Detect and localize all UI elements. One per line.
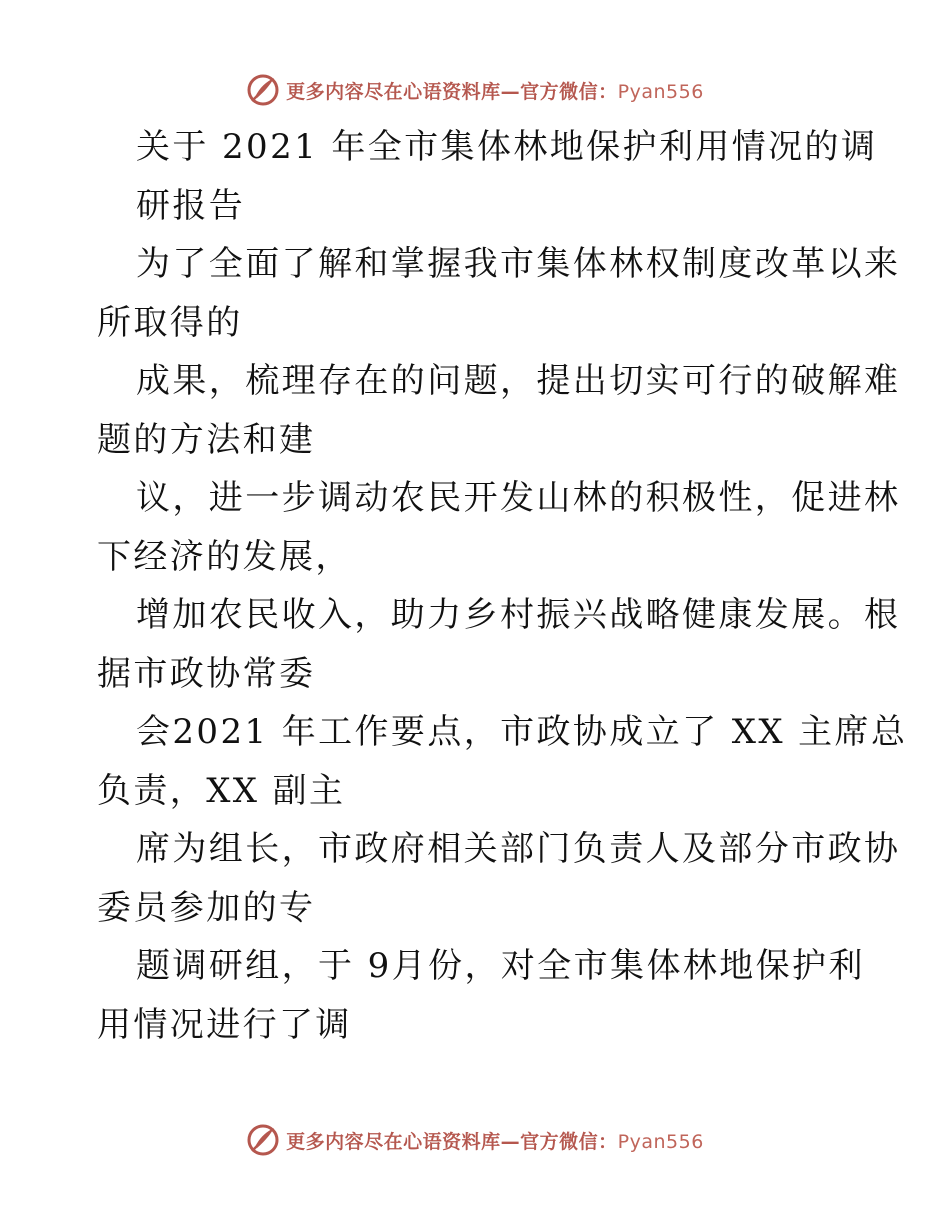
doc-line: 为了全面了解和掌握我市集体林权制度改革以来 [136, 244, 901, 284]
header-watermark [0, 70, 950, 110]
doc-line: 议，进一步调动农民开发山林的积极性，促进林 [136, 478, 901, 518]
doc-line: 会2021 年工作要点，市政协成立了 XX 主席总 [136, 712, 908, 752]
doc-line: 关于 2021 年全市集体林地保护利用情况的调 [136, 127, 878, 167]
document-body [0, 118, 950, 1054]
watermark-text: 更多内容尽在心语资料库—官方微信：Pyan556 [286, 1130, 704, 1153]
doc-line: 用情况进行了调 [97, 1004, 352, 1045]
footer-watermark [0, 1120, 950, 1160]
doc-line: 席为组长，市政府相关部门负责人及部分市政协 [136, 829, 901, 869]
doc-line: 所取得的 [97, 302, 243, 343]
red-quill-seal-icon [246, 1123, 280, 1157]
doc-line: 研报告 [136, 185, 246, 226]
doc-line: 成果，梳理存在的问题，提出切实可行的破解难 [136, 361, 901, 401]
doc-line: 题的方法和建 [97, 419, 316, 460]
doc-line: 委员参加的专 [97, 887, 316, 928]
doc-line: 负责，XX 副主 [97, 770, 346, 811]
doc-line: 题调研组，于 9月份，对全市集体林地保护利 [136, 946, 865, 986]
watermark-text: 更多内容尽在心语资料库—官方微信：Pyan556 [286, 80, 704, 103]
doc-line: 据市政协常委 [97, 653, 316, 694]
doc-line: 下经济的发展， [97, 536, 352, 577]
red-quill-seal-icon [246, 73, 280, 107]
doc-line: 增加农民收入，助力乡村振兴战略健康发展。根 [136, 595, 901, 635]
